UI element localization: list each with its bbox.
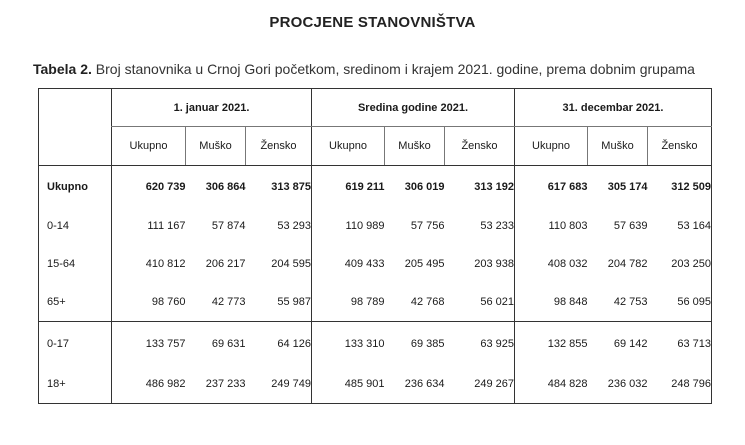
cell: 57 756	[410, 220, 445, 232]
row-label: 0-14	[47, 220, 70, 232]
cell: 110 803	[515, 207, 588, 245]
table-row	[39, 245, 712, 283]
group-header-mid: Sredina godine 2021.	[312, 89, 515, 127]
cell: 111 167	[112, 207, 186, 245]
cell: 63 713	[648, 322, 712, 366]
cell: 42 773	[211, 296, 246, 308]
cell: 237 233	[205, 378, 246, 390]
cell: 312 509	[671, 180, 711, 193]
cell: 42 768	[410, 296, 445, 308]
population-table	[38, 88, 712, 404]
subheader-total: Ukupno	[112, 127, 186, 166]
cell: 57 874	[211, 220, 246, 232]
cell: 63 925	[445, 322, 515, 366]
cell: 236 032	[607, 378, 648, 390]
cell: 42 753	[613, 296, 648, 308]
cell: 64 126	[246, 322, 312, 366]
cell: 110 989	[312, 207, 385, 245]
subheader-male: Muško	[588, 127, 648, 166]
subheader-male: Muško	[186, 127, 246, 166]
table-caption	[33, 61, 695, 77]
cell: 617 683	[515, 166, 588, 208]
cell: 204 595	[271, 258, 311, 270]
cell: 132 855	[515, 322, 588, 366]
cell: 249 749	[271, 378, 311, 390]
caption-label: Tabela 2.	[33, 61, 92, 77]
page-title: PROCJENE STANOVNIŠTVA	[269, 14, 476, 31]
cell: 69 385	[385, 322, 445, 366]
cell: 98 848	[515, 283, 588, 322]
cell: 486 982	[112, 365, 186, 404]
cell: 55 987	[277, 296, 311, 308]
subheader-female: Žensko	[648, 127, 712, 166]
cell: 203 250	[671, 258, 711, 270]
cell: 53 233	[480, 220, 514, 232]
cell: 53 164	[677, 220, 711, 232]
cell: 203 938	[474, 258, 514, 270]
caption-text: Broj stanovnika u Crnoj Gori početkom, sredinom i krajem 2021. godine, prema dobnim grupama	[91, 61, 695, 77]
row-label: 15-64	[47, 258, 76, 270]
cell: 69 142	[588, 322, 648, 366]
cell: 620 739	[112, 166, 186, 208]
cell: 53 293	[277, 220, 311, 232]
cell: 69 631	[186, 322, 246, 366]
subheader-female: Žensko	[445, 127, 515, 166]
group-header-start: 1. januar 2021.	[112, 89, 312, 127]
row-label: Ukupno	[47, 180, 88, 193]
cell: 204 782	[607, 258, 648, 270]
subheader-male: Muško	[385, 127, 445, 166]
cell: 305 174	[607, 180, 648, 193]
table-row	[39, 365, 712, 404]
subheader-female: Žensko	[246, 127, 312, 166]
subheader-total: Ukupno	[312, 127, 385, 166]
cell: 410 812	[112, 245, 186, 283]
cell: 484 828	[515, 365, 588, 404]
cell: 57 639	[613, 220, 648, 232]
cell: 408 032	[515, 245, 588, 283]
cell: 98 760	[112, 283, 186, 322]
cell: 206 217	[205, 258, 246, 270]
row-label: 65+	[47, 296, 66, 308]
header-corner	[39, 89, 112, 166]
cell: 56 095	[677, 296, 711, 308]
cell: 485 901	[312, 365, 385, 404]
table-row	[39, 166, 712, 208]
cell: 98 789	[312, 283, 385, 322]
table-row	[39, 322, 712, 366]
table-row	[39, 283, 712, 322]
cell: 236 634	[404, 378, 445, 390]
cell: 133 310	[312, 322, 385, 366]
subheader-total: Ukupno	[515, 127, 588, 166]
cell: 249 267	[474, 378, 514, 390]
cell: 56 021	[480, 296, 514, 308]
cell: 409 433	[312, 245, 385, 283]
cell: 313 875	[271, 180, 311, 193]
group-header-end: 31. decembar 2021.	[515, 89, 712, 127]
cell: 306 864	[205, 180, 246, 193]
cell: 313 192	[474, 180, 514, 193]
cell: 619 211	[312, 166, 385, 208]
cell: 306 019	[404, 180, 445, 193]
row-label: 18+	[47, 378, 66, 390]
cell: 248 796	[671, 378, 711, 390]
cell: 133 757	[112, 322, 186, 366]
row-label: 0-17	[39, 322, 112, 366]
table-row	[39, 207, 712, 245]
cell: 205 495	[404, 258, 445, 270]
